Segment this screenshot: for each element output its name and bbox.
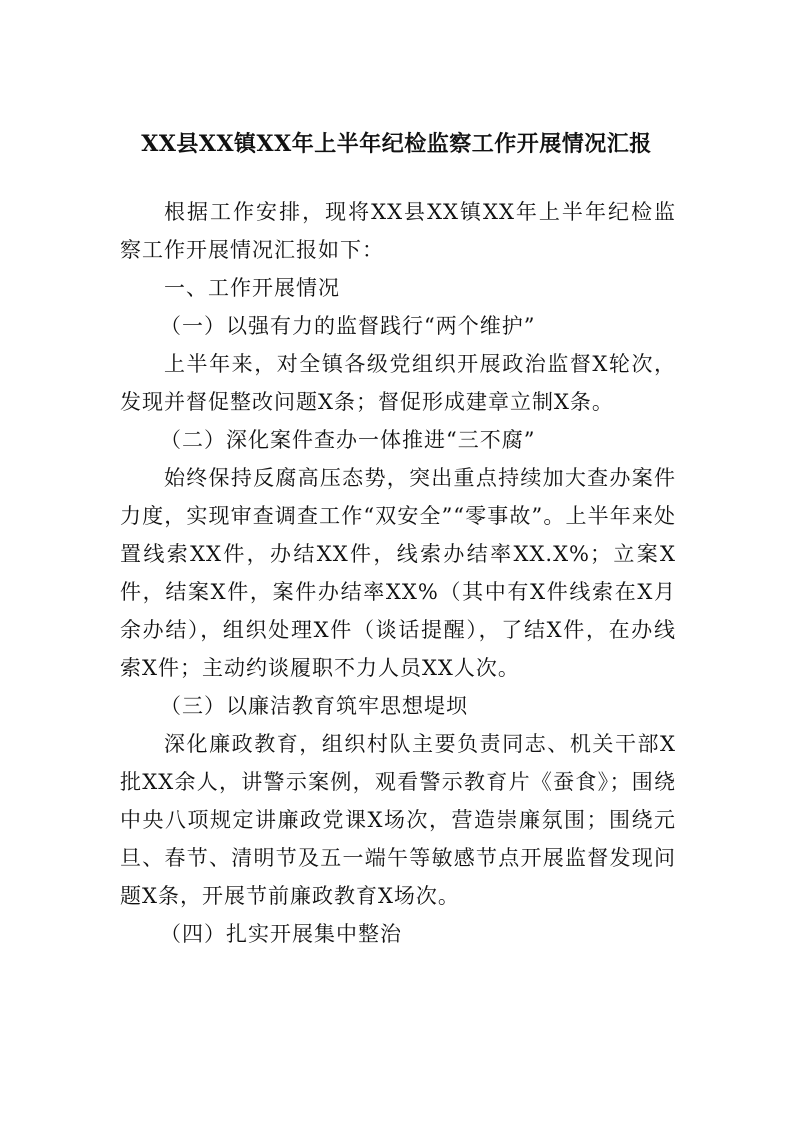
subsection-heading-4: （四）扎实开展集中整治 [160,922,402,946]
subsection-heading-2: （二）深化案件查办一体推进“三不腐” [160,428,536,452]
subsection-body-2: 始终保持反腐高压态势，突出重点持续加大查办案件力度，实现审查调查工作“双安全”“零事故”。上半年来处置线索XX件，办结XX件，线索办结率XX.X%；立案X件，结案X件，案件办结率XX%（其中有X件线索在X月余办结），组织处理X件（谈话提醒），了结X件，在办线索X件；主动约谈履职不力人员XX人次。 [120,466,676,680]
subsection-heading-3: （三）以廉洁教育筑牢思想堤坝 [160,694,468,718]
subsection-body-1: 上半年来，对全镇各级党组织开展政治监督X轮次，发现并督促整改问题X条；督促形成建章立制X条。 [120,352,676,414]
subsection-heading-1: （一）以强有力的监督践行“两个维护” [160,314,536,338]
section-heading-work-status: 一、工作开展情况 [164,276,340,300]
subsection-body-3: 深化廉政教育，组织村队主要负责同志、机关干部X批XX余人，讲警示案例，观看警示教育片《蚕食》；围绕中央八项规定讲廉政党课X场次，营造崇廉氛围；围绕元旦、春节、清明节及五一端午等敏感节点开展监督发现问题X条，开展节前廉政教育X场次。 [120,732,676,908]
document-title: XX县XX镇XX年上半年纪检监察工作开展情况汇报 [141,131,652,157]
intro-paragraph: 根据工作安排，现将XX县XX镇XX年上半年纪检监察工作开展情况汇报如下： [120,200,676,262]
document-body [120,193,676,953]
